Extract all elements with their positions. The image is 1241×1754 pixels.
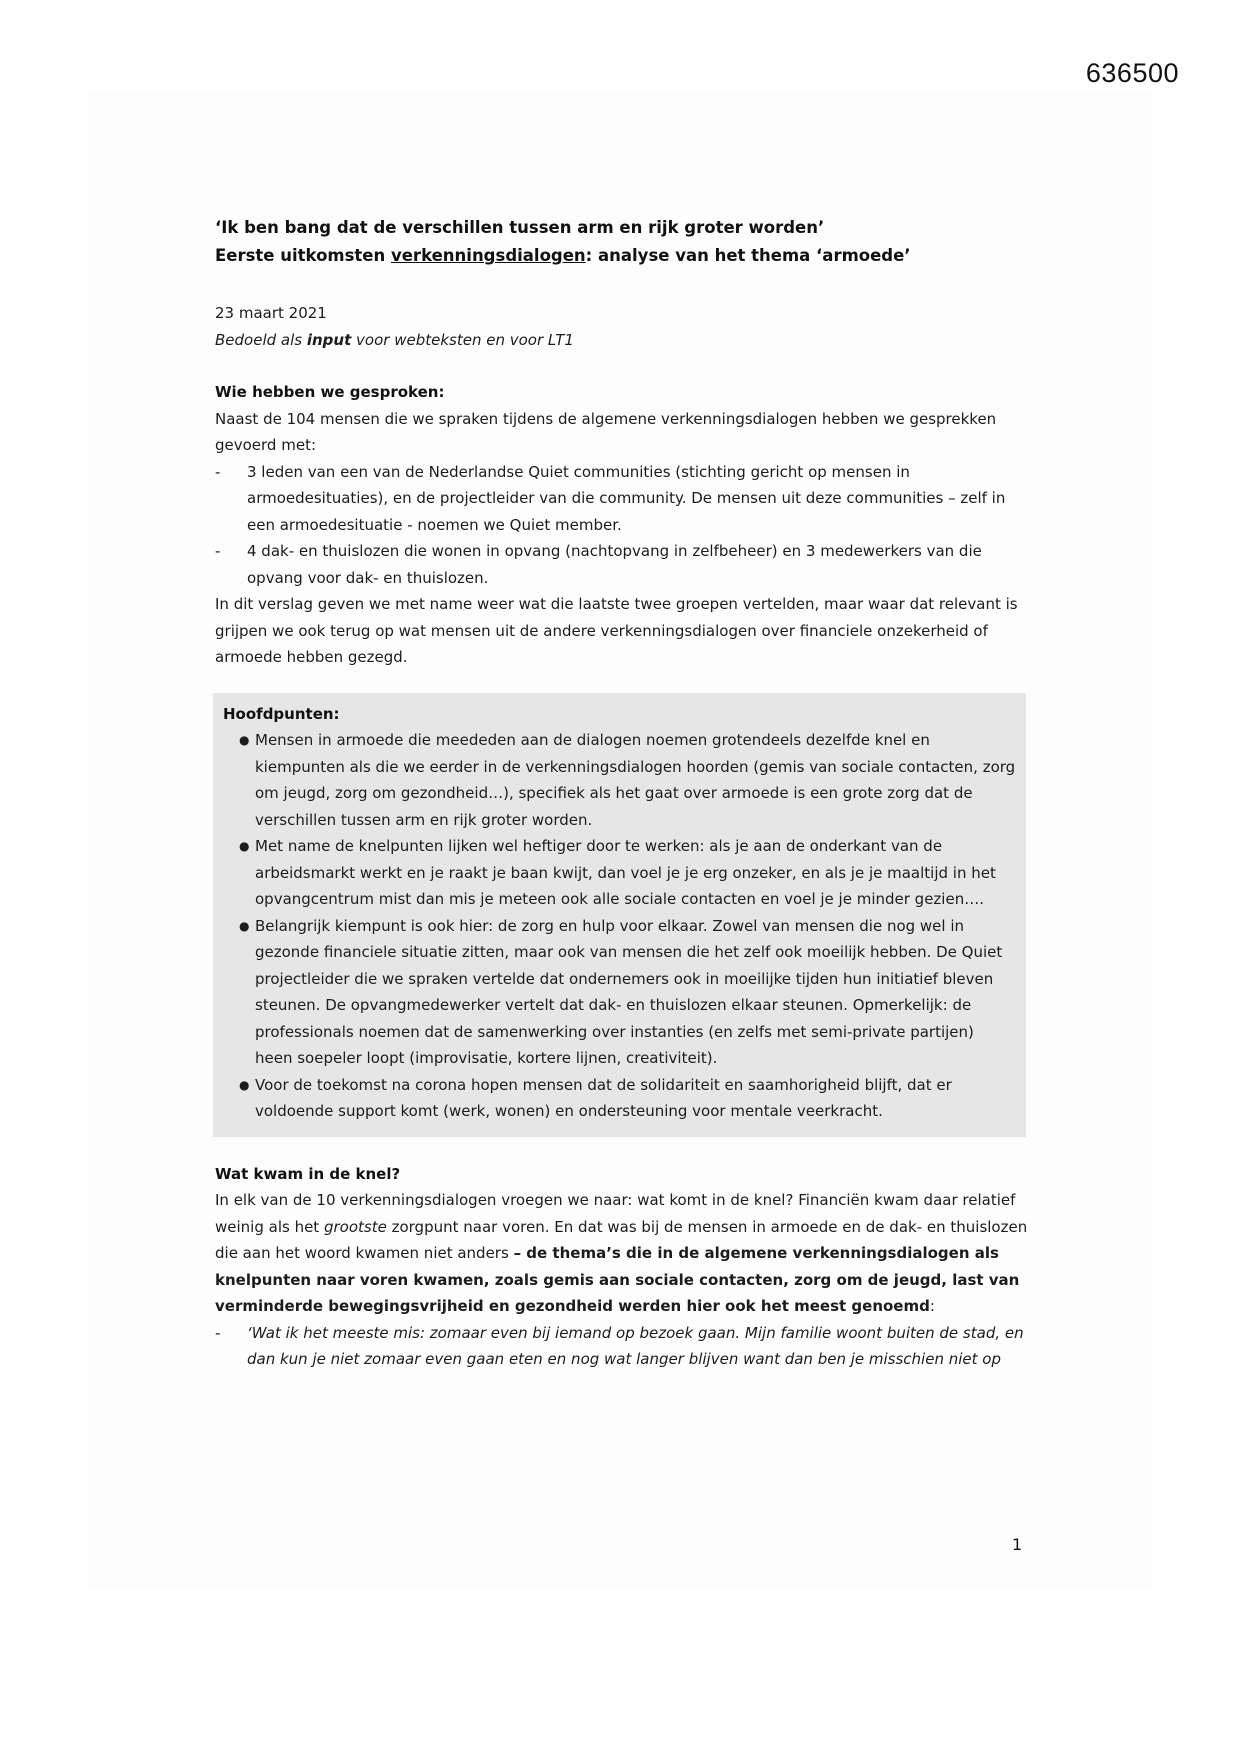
key-point-text: Voor de toekomst na corona hopen mensen dat de solidariteit en saamhorigheid blijft, dat er voldoende support komt (werk, wonen) en ondersteuning voor mentale veerkracht. [255, 1075, 952, 1120]
key-point-text: Mensen in armoede die meededen aan de dialogen noemen grotendeels dezelfde knel en kiempunten als die we eerder in de verkenningsdialogen hoorden (gemis van sociale contacten, zorg om jeugd, zorg om gezondheid…), specifiek als het gaat over armoede is een grote zorg dat de verschillen tussen arm en rijk groter worden. [255, 731, 1016, 829]
knel-paragraph [215, 1187, 1030, 1320]
page-number: 1 [1012, 1535, 1023, 1554]
document-subtitle [215, 242, 1030, 270]
spoken-list [215, 459, 1030, 592]
spoken-item-text: 3 leden van een van de Nederlandse Quiet communities (stichting gericht op mensen in armoedesituaties), en de projectleider van die community. De mensen uit deze communities – zelf in een armoedesituatie - noemen we Quiet member. [247, 462, 1006, 534]
dash-marker: - [215, 1323, 221, 1342]
key-points-heading: Hoofdpunten: [223, 704, 340, 723]
knel-bold: – de thema’s die in de algemene verkenningsdialogen als knelpunten naar voren kwamen, zoals gemis aan sociale contacten, zorg om de jeugd, last van verminderde bewegingsvrijheid en gezondheid werden hier ook het meest genoemd [215, 1244, 1020, 1315]
spoken-intro: Naast de 104 mensen die we spraken tijdens de algemene verkenningsdialogen hebben we gesprekken gevoerd met: [215, 409, 997, 454]
knel-text-1: In elk van de 10 verkenningsdialogen vroegen we naar: wat komt in de knel? Financiën kwam daar relatief weinig als het [215, 1191, 1016, 1236]
document-purpose [215, 327, 1030, 354]
key-points-list [223, 727, 1016, 1125]
purpose-suffix: voor webteksten en voor LT1 [351, 330, 574, 349]
document-id: 636500 [1085, 58, 1179, 88]
dash-marker: - [215, 542, 221, 560]
bullet-icon: ● [239, 1077, 250, 1092]
document-date: 23 maart 2021 [215, 304, 327, 322]
subtitle-prefix: Eerste uitkomsten [215, 246, 391, 265]
spoken-item-text: 4 dak- en thuislozen die wonen in opvang (nachtopvang in zelfbeheer) en 3 medewerkers van die opvang voor dak- en thuislozen. [247, 542, 982, 587]
bullet-icon: ● [239, 918, 250, 933]
spoken-list-item [215, 459, 1030, 539]
document-title: ‘Ik ben bang dat de verschillen tussen arm en rijk groter worden’ [215, 218, 825, 237]
key-point-item [223, 913, 1016, 1072]
purpose-prefix: Bedoeld als [215, 330, 307, 349]
quote-item [215, 1320, 1030, 1373]
section-heading-knel: Wat kwam in de knel? [215, 1164, 401, 1183]
knel-text-end: : [929, 1297, 935, 1315]
key-point-text: Belangrijk kiempunt is ook hier: de zorg en hulp voor elkaar. Zowel van mensen die nog wel in gezonde financiele situatie zitten, maar ook van mensen die het zelf ook moeilijk hebben. De Quiet projectleider die we spraken vertelde dat ondernemers ook in moeilijke tijden hun initiatief bleven steunen. De opvangmedewerker vertelt dat dak- en thuislozen elkaar steunen. Opmerkelijk: de professionals noemen dat de samenwerking over instanties (en zelfs met semi-private partijen) heen soepeler loopt (improvisatie, kortere lijnen, creativiteit). [255, 916, 1003, 1067]
key-point-item [223, 833, 1016, 913]
dash-marker: - [215, 462, 221, 481]
subtitle-underlined: verkenningsdialogen [390, 246, 586, 265]
spoken-closing: In dit verslag geven we met name weer wat die laatste twee groepen vertelden, maar waar dat relevant is grijpen we ook terug op wat mensen uit de andere verkenningsdialogen over financiele onzekerheid of armoede hebben gezegd. [215, 595, 1018, 666]
subtitle-suffix: : analyse van het thema ‘armoede’ [585, 246, 911, 265]
knel-italic: grootste [323, 1217, 387, 1236]
key-points-box [213, 693, 1026, 1137]
spoken-list-item [215, 538, 1030, 591]
section-heading-spoken: Wie hebben we gesproken: [215, 383, 445, 401]
key-point-text: Met name de knelpunten lijken wel heftiger door te werken: als je aan de onderkant van de arbeidsmarkt werkt en je raakt je baan kwijt, dan voel je je erg onzeker, en als je je maaltijd in het opvangcentrum mist dan mis je meteen ook alle sociale contacten en voel je je minder gezien…. [255, 837, 996, 908]
key-point-item [223, 1072, 1016, 1125]
knel-text-2: zorgpunt naar voren. En dat was bij de mensen in armoede en de dak- en thuislozen die aan het woord kwamen niet anders [215, 1217, 1028, 1262]
quote-text: ‘Wat ik het meeste mis: zomaar even bij iemand op bezoek gaan. Mijn familie woont buiten de stad, en dan kun je niet zomaar even gaan eten en nog wat langer blijven want dan ben je misschien niet op [247, 1323, 1024, 1368]
bullet-icon: ● [239, 733, 250, 747]
quote-list [215, 1320, 1030, 1373]
bullet-icon: ● [239, 839, 250, 853]
purpose-bold: input [306, 330, 352, 349]
key-point-item [223, 727, 1016, 833]
document-content [215, 214, 1030, 1373]
